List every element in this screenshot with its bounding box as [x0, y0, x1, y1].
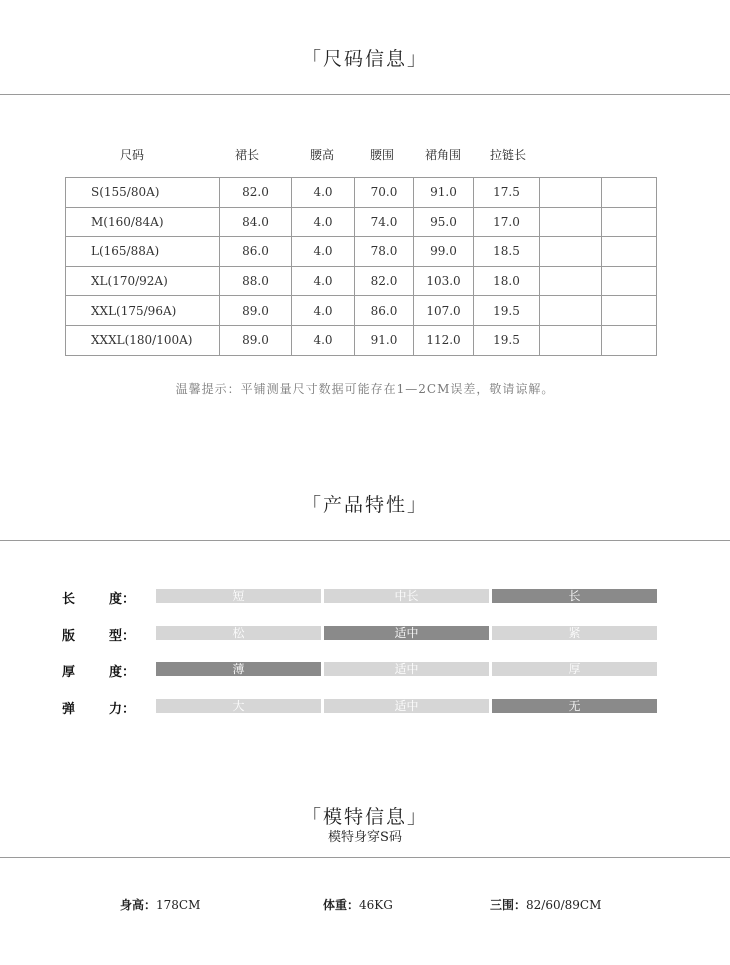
feature-option: 适中: [324, 699, 489, 713]
model-measurements: [490, 896, 601, 913]
feature-option-selected: 薄: [156, 662, 321, 676]
model-height: [120, 896, 200, 913]
measurement-cell: [540, 296, 602, 326]
measurement-cell: 82.0: [220, 178, 292, 208]
model-subtitle: 模特身穿S码: [328, 830, 402, 845]
model-section-title: 「模特信息」: [301, 806, 428, 828]
measurement-cell: 86.0: [220, 237, 292, 267]
measurement-cell: [602, 296, 657, 326]
feature-option: 短: [156, 589, 321, 603]
measurement-note: 温馨提示：平铺测量尺寸数据可能存在1—2CM误差，敬请谅解。: [175, 382, 555, 396]
divider: [0, 94, 730, 95]
measurement-cell: 4.0: [292, 325, 355, 355]
feature-option: 厚: [492, 662, 657, 676]
table-row: [66, 266, 657, 296]
table-row: [66, 237, 657, 267]
feature-label: [62, 625, 135, 644]
measurement-cell: [540, 266, 602, 296]
measurement-cell: [540, 325, 602, 355]
size-cell: S(155/80A): [66, 178, 220, 208]
divider: [0, 857, 730, 858]
model-measurements-value: 82/60/89CM: [526, 898, 602, 912]
header-waist-height: 腰高: [310, 148, 335, 162]
feature-label-name: 弹: [62, 702, 76, 717]
feature-label: [62, 661, 135, 680]
model-weight-value: 46KG: [359, 898, 393, 912]
measurement-cell: 4.0: [292, 178, 355, 208]
model-height-label: 身高：: [120, 898, 157, 912]
table-row: [66, 207, 657, 237]
measurement-cell: 91.0: [414, 178, 474, 208]
measurement-cell: [540, 237, 602, 267]
measurement-cell: 4.0: [292, 207, 355, 237]
features-section-title: 「产品特性」: [301, 494, 428, 516]
header-hem: 裙角围: [425, 148, 462, 162]
measurement-cell: 78.0: [355, 237, 414, 267]
measurement-cell: [602, 266, 657, 296]
header-waist: 腰围: [370, 148, 395, 162]
size-cell: XXXL(180/100A): [66, 325, 220, 355]
measurement-cell: [540, 207, 602, 237]
measurement-cell: 19.5: [474, 296, 540, 326]
model-height-value: 178CM: [156, 898, 201, 912]
feature-label-name: 版: [62, 629, 76, 644]
feature-option-selected: 适中: [324, 626, 489, 640]
measurement-cell: [540, 178, 602, 208]
table-row: [66, 325, 657, 355]
feature-label-suffix: 度：: [109, 665, 136, 680]
size-cell: L(165/88A): [66, 237, 220, 267]
size-section-title: 「尺码信息」: [301, 48, 428, 70]
measurement-cell: 4.0: [292, 237, 355, 267]
feature-option: 大: [156, 699, 321, 713]
measurement-cell: [602, 207, 657, 237]
feature-label: [62, 698, 135, 717]
measurement-cell: 88.0: [220, 266, 292, 296]
measurement-cell: 74.0: [355, 207, 414, 237]
feature-option: 紧: [492, 626, 657, 640]
measurement-cell: 82.0: [355, 266, 414, 296]
feature-label-suffix: 力：: [109, 702, 136, 717]
size-cell: XXL(175/96A): [66, 296, 220, 326]
measurement-cell: 95.0: [414, 207, 474, 237]
measurement-cell: 107.0: [414, 296, 474, 326]
size-cell: M(160/84A): [66, 207, 220, 237]
feature-label-name: 厚: [62, 665, 76, 680]
measurement-cell: 86.0: [355, 296, 414, 326]
feature-label-suffix: 度：: [109, 592, 136, 607]
measurement-cell: 17.5: [474, 178, 540, 208]
measurement-cell: 84.0: [220, 207, 292, 237]
feature-label-suffix: 型：: [109, 629, 136, 644]
measurement-cell: 18.0: [474, 266, 540, 296]
header-zipper-length: 拉链长: [490, 148, 527, 162]
feature-option: 适中: [324, 662, 489, 676]
measurement-cell: [602, 325, 657, 355]
measurement-cell: 112.0: [414, 325, 474, 355]
measurement-cell: 4.0: [292, 296, 355, 326]
feature-option: 中长: [324, 589, 489, 603]
measurement-cell: 70.0: [355, 178, 414, 208]
measurement-cell: 99.0: [414, 237, 474, 267]
measurement-cell: 89.0: [220, 325, 292, 355]
measurement-cell: 91.0: [355, 325, 414, 355]
table-row: [66, 178, 657, 208]
table-row: [66, 296, 657, 326]
model-weight: [323, 896, 393, 913]
size-table: [65, 177, 657, 356]
feature-option-selected: 长: [492, 589, 657, 603]
feature-label-name: 长: [62, 592, 76, 607]
measurement-cell: 89.0: [220, 296, 292, 326]
measurement-cell: [602, 178, 657, 208]
measurement-cell: 103.0: [414, 266, 474, 296]
measurement-cell: [602, 237, 657, 267]
measurement-cell: 17.0: [474, 207, 540, 237]
measurement-cell: 19.5: [474, 325, 540, 355]
header-skirt-length: 裙长: [235, 148, 260, 162]
measurement-cell: 4.0: [292, 266, 355, 296]
header-size: 尺码: [120, 148, 145, 162]
model-measurements-label: 三围：: [490, 898, 527, 912]
size-cell: XL(170/92A): [66, 266, 220, 296]
feature-label: [62, 588, 135, 607]
feature-option-selected: 无: [492, 699, 657, 713]
model-weight-label: 体重：: [323, 898, 360, 912]
divider: [0, 540, 730, 541]
measurement-cell: 18.5: [474, 237, 540, 267]
feature-option: 松: [156, 626, 321, 640]
